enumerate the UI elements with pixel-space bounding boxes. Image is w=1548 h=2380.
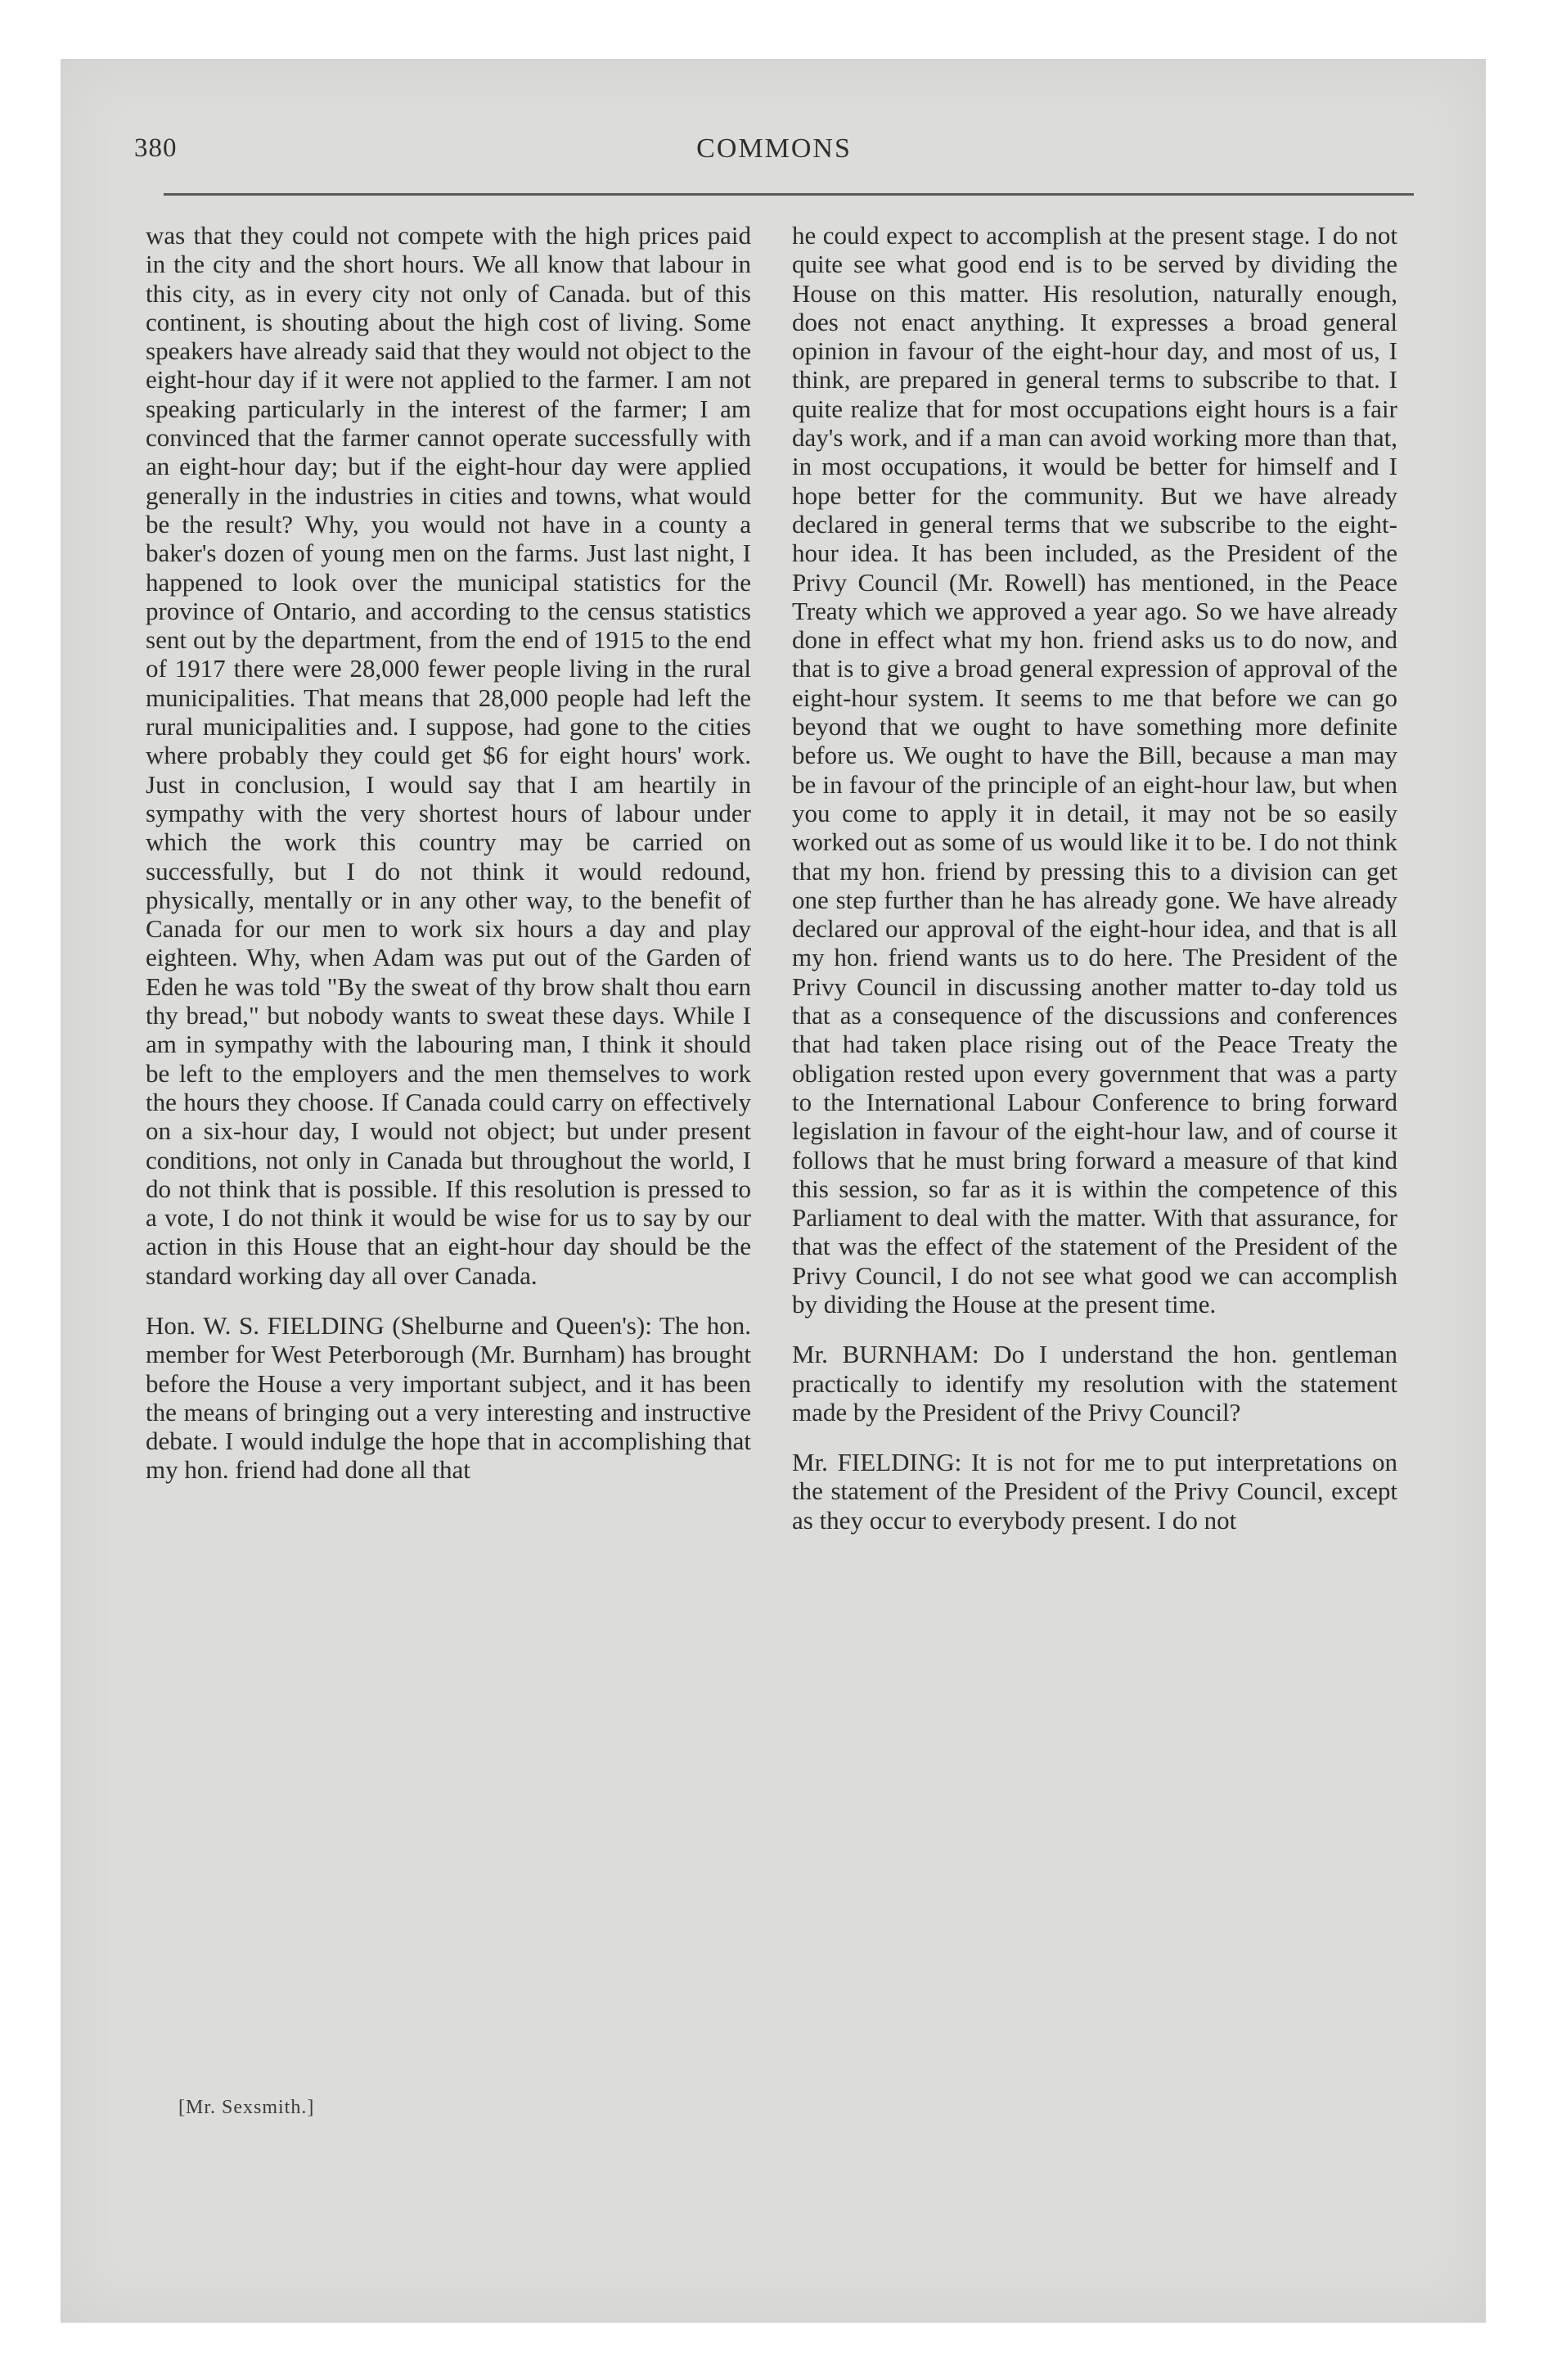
footer-note: [Mr. Sexsmith.] (178, 2097, 315, 2118)
page-header (134, 133, 1414, 176)
paragraph: Hon. W. S. FIELDING (Shelburne and Queen's): The hon. member for West Peterborough (Mr. Burnham) has brought before the House a very important subject, and it has been the means of bringing out a very interesting and instructive debate. I would indulge the hope that in accomplishing that my hon. friend had done all that (146, 1310, 751, 1485)
right-column (792, 221, 1397, 1535)
paragraph: Mr. BURNHAM: Do I understand the hon. gentleman practically to identify my resolution with the statement made by the President of the Privy Council? (792, 1340, 1397, 1427)
running-head: COMMONS (696, 133, 852, 164)
paragraph: he could expect to accomplish at the present stage. I do not quite see what good end is to be served by dividing the House on this matter. His resolution, naturally enough, does not enact anything. It expresses a broad general opinion in favour of the eight-hour day, and most of us, I think, are prepared in general terms to subscribe to that. I quite realize that for most occupations eight hours is a fair day's work, and if a man can avoid working more than that, in most occupations, it would be better for himself and I hope better for the community. But we have already declared in general terms that we subscribe to the eight-hour idea. It has been included, as the President of the Privy Council (Mr. Rowell) has mentioned, in the Peace Treaty which we approved a year ago. So we have already done in effect what my hon. friend asks us to do now, and that is to give a broad general expression of approval of the eight-hour system. It seems to me that before we can go beyond that we ought to have something more definite before us. We ought to have the Bill, because a man may be in favour of the principle of an eight-hour law, but when you come to apply it in detail, it may not be so easily worked out as some of us would like it to be. I do not think that my hon. friend by pressing this to a division can get one step further than he has already gone. We have already declared our approval of the eight-hour idea, and that is all my hon. friend wants us to do here. The President of the Privy Council in discussing another matter to-day told us that as a consequence of the discussions and conferences that had taken place rising out of the Peace Treaty the obligation rested upon every government that was a party to the International Labour Conference to bring forward legislation in favour of the eight-hour law, and of course it follows that he must bring forward a measure of that kind this session, so far as it is within the competence of this Parliament to deal with the matter. With that assurance, for that was the effect of the statement of the President of the Privy Council, I do not see what good we can accomplish by dividing the House at the present time. (792, 221, 1397, 1318)
paragraph: Mr. FIELDING: It is not for me to put interpretations on the statement of the President of the Privy Council, except as they occur to everybody present. I do not (792, 1448, 1397, 1535)
left-column (146, 221, 751, 1485)
header-rule (164, 193, 1414, 196)
paragraph: was that they could not compete with the high prices paid in the city and the short hours. We all know that labour in this city, as in every city not only of Canada. but of this continent, is shouting about the high cost of living. Some speakers have already said that they would not object to the eight-hour day if it were not applied to the farmer. I am not speaking particularly in the interest of the farmer; I am convinced that the farmer cannot operate successfully with an eight-hour day; but if the eight-hour day were applied generally in the industries in cities and towns, what would be the result? Why, you would not have in a county a baker's dozen of young men on the farms. Just last night, I happened to look over the municipal statistics for the province of Ontario, and according to the census statistics sent out by the department, from the end of 1915 to the end of 1917 there were 28,000 fewer people living in the rural municipalities. That means that 28,000 people had left the rural municipalities and. I suppose, had gone to the cities where probably they could get $6 for eight hours' work. Just in conclusion, I would say that I am heartily in sympathy with the very shortest hours of labour under which the work this country may be carried on successfully, but I do not think it would redound, physically, mentally or in any other way, to the benefit of Canada for our men to work six hours a day and play eighteen. Why, when Adam was put out of the Garden of Eden he was told "By the sweat of thy brow shalt thou earn thy bread," but nobody wants to sweat these days. While I am in sympathy with the labouring man, I think it should be left to the employers and the men themselves to work the hours they choose. If Canada could carry on effectively on a six-hour day, I would not object; but under present conditions, not only in Canada but throughout the world, I do not think that is possible. If this resolution is pressed to a vote, I do not think it would be wise for us to say by our action in this House that an eight-hour day should be the standard working day all over Canada. (146, 221, 751, 1290)
page-number: 380 (134, 133, 178, 163)
